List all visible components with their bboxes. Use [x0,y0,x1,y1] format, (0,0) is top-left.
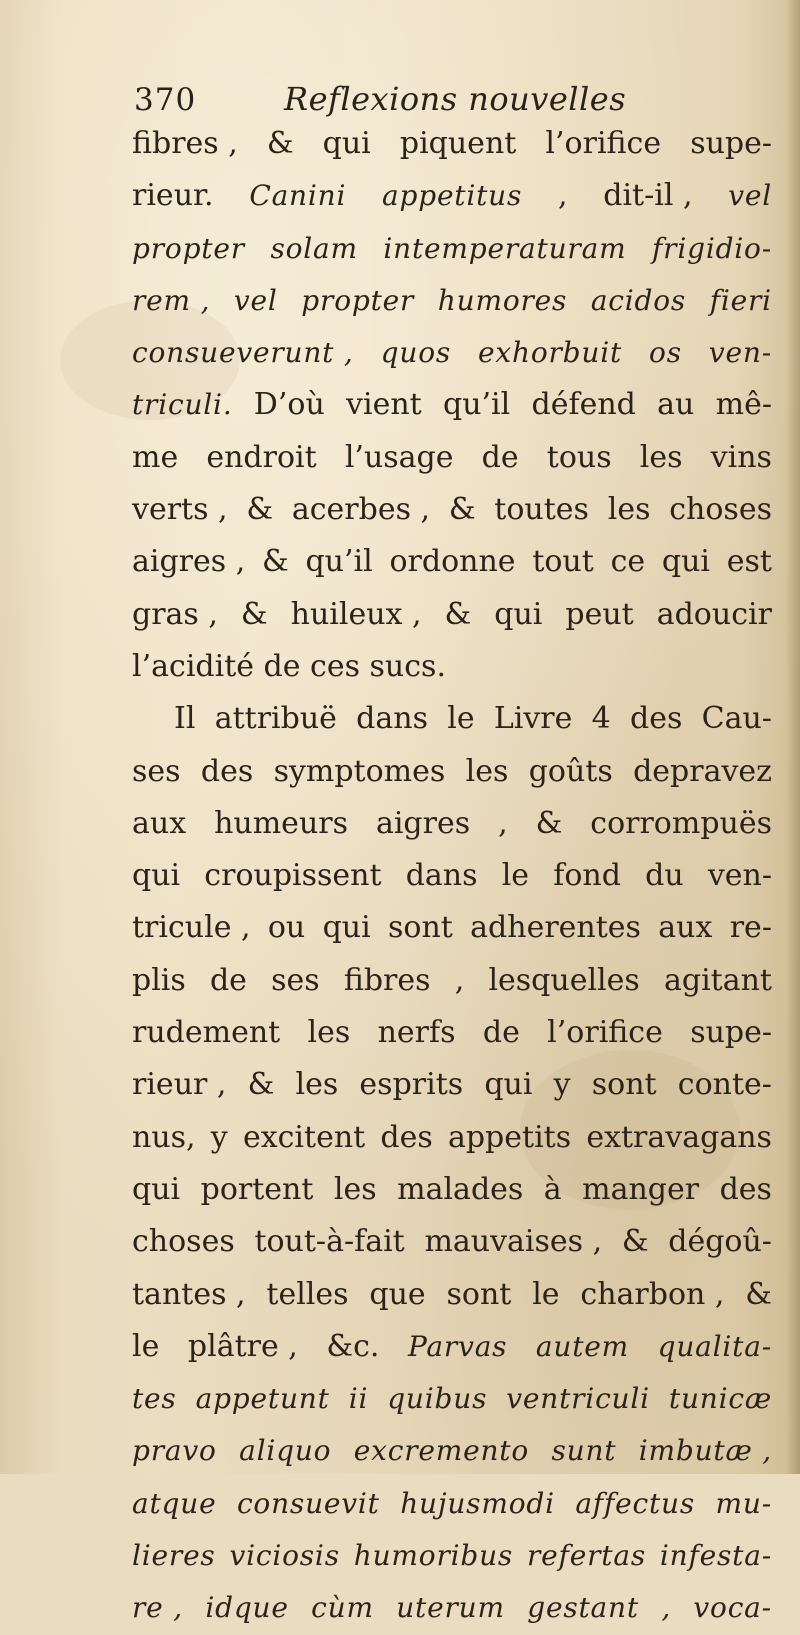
text-word: du [645,858,684,894]
text-word: esprits [359,1067,464,1103]
text-word: de [482,1015,520,1051]
text-word: qui [132,858,181,894]
text-word: & [745,1276,772,1312]
text-word: ven- [708,336,772,370]
text-word: nus, [132,1119,196,1155]
text-line [132,1478,772,1530]
text-word: ce [610,544,646,580]
text-word: tout-à-fait [254,1224,405,1260]
text-word: plis [132,962,186,998]
text-word: ven- [707,858,772,894]
text-line [132,955,772,1007]
text-word: est [726,544,772,580]
text-line [132,1216,772,1268]
text-word: pravo [132,1434,217,1468]
text-word: peut [565,596,634,632]
text-word: Canini [249,179,347,213]
text-word: mu- [715,1486,772,1520]
text-word: appetunt [195,1382,330,1416]
text-word: des [719,1171,772,1207]
text-word: ses [271,962,320,998]
text-word: qui [322,910,371,946]
text-word: le [132,1328,160,1364]
text-word: &c. [326,1328,380,1364]
text-word: consueverunt , [132,336,354,370]
text-word: plâtre , [187,1328,298,1364]
text-word: piquent [399,126,517,161]
text-word: hujusmodi [400,1486,555,1520]
text-word: rieur. [132,178,214,214]
text-line [132,275,772,327]
text-word: ou [267,910,306,946]
text-word: tout [532,544,594,580]
text-word: aigres , [132,544,246,580]
text-word: dans [356,701,428,737]
text-word: adherentes [470,910,641,946]
text-word: y [210,1119,228,1155]
text-line [132,1269,772,1321]
text-word: lesquelles [488,962,640,998]
text-word: consuevit [236,1486,380,1520]
body-text [132,118,772,1635]
text-word: tunicæ [668,1382,772,1416]
text-line [132,641,772,693]
text-word: tous [546,439,612,475]
text-word: malades [397,1171,524,1207]
text-word: rem , [132,283,211,317]
text-word: Livre [493,701,573,737]
text-word: frigidio- [652,231,772,265]
text-word: ordonne [389,544,516,580]
text-word: choses [669,492,772,528]
text-word: imbutæ , [638,1434,772,1468]
text-word: , [661,1591,672,1625]
text-word: fibres , [132,126,238,161]
text-word: corrompuës [590,805,772,841]
text-line [132,170,772,222]
text-word: 4 [591,701,611,737]
text-line [132,1425,772,1477]
text-word: supe- [690,1015,772,1051]
text-word: symptomes [273,753,446,789]
text-word: aux [132,805,187,841]
text-word: re , [132,1591,183,1625]
text-word: & [246,492,274,528]
text-line [132,1582,772,1634]
text-line [132,379,772,431]
text-word: tes [132,1382,177,1416]
text-word: excitent [242,1119,366,1155]
text-word: à [543,1171,562,1207]
text-word: acidos [590,283,687,317]
text-word: appetits [447,1119,572,1155]
text-word: de [209,962,247,998]
text-word: vel [233,283,278,317]
text-word: attribuë [214,701,337,737]
text-word: qui [484,1067,533,1103]
text-word: que [369,1276,426,1312]
text-word: quos [380,336,452,370]
text-word: & [448,492,476,528]
text-word: croupissent [204,858,382,894]
text-word: des [200,753,254,789]
text-word: autem [535,1329,630,1363]
text-word: sunt [551,1434,617,1468]
text-word: goûts [528,753,613,789]
text-word: aigres [375,805,471,841]
text-line [132,693,772,745]
text-word: les [607,492,651,528]
text-word: qui [661,544,710,580]
text-word: atque [132,1486,217,1520]
text-word: humores [437,283,568,317]
text-word: de [481,439,519,475]
text-word: me [132,439,179,475]
text-word: manger [582,1171,700,1207]
text-word: sont [591,1067,657,1103]
text-word: mauvaises , [424,1224,603,1260]
text-line [132,798,772,850]
text-word: défend [531,387,636,423]
text-word: les [333,1171,377,1207]
text-word: dégoû- [668,1224,772,1260]
text-line [132,746,772,798]
text-word: supe- [690,126,772,161]
text-word: le [501,858,530,894]
text-word: qualita- [657,1329,772,1363]
text-word: qui [132,1171,181,1207]
text-word: quibus [387,1382,488,1416]
text-word: idque [205,1591,289,1625]
text-line [132,589,772,641]
text-line [132,1164,772,1216]
text-word: solam [270,231,358,265]
text-word: depravez [633,753,772,789]
text-word: D’où [253,387,325,423]
text-word: nerfs [377,1015,456,1051]
text-word: l’usage [344,439,454,475]
text-word: vins [710,439,772,475]
text-word: gestant [527,1591,639,1625]
text-word: charbon , [580,1276,725,1312]
text-word: & [444,596,472,632]
text-word: extravagans [586,1119,772,1155]
text-word: vel [728,179,772,213]
text-line [132,536,772,588]
text-word: & [262,544,289,580]
text-line [132,1112,772,1164]
text-word: aux [658,910,713,946]
text-word: re- [729,910,772,946]
text-line [132,1530,772,1582]
text-line [132,223,772,275]
text-word: humeurs [214,805,348,841]
text-word: fibres [343,962,431,998]
text-word: & [621,1224,649,1260]
text-word: le [532,1276,560,1312]
text-word: les [295,1067,339,1103]
text-word: exhorbuit [478,336,623,370]
text-word: le [447,701,475,737]
text-word: conte- [677,1067,772,1103]
text-word: propter [301,283,415,317]
text-word: rieur , [132,1067,227,1103]
text-word: sont [446,1276,512,1312]
text-word: Il [174,701,196,737]
text-word: ventriculi [506,1382,650,1416]
text-word: vient [346,387,422,423]
text-line [132,1059,772,1111]
text-word: qu’il [443,387,511,423]
text-line [132,850,772,902]
text-word: adoucir [656,596,772,632]
text-word: mê- [715,387,772,423]
text-word: cùm [311,1591,374,1625]
text-word: dit-il , [603,178,693,214]
text-line [132,1321,772,1373]
text-word: l’orifice [547,1015,663,1051]
text-word: rudement [132,1015,281,1051]
text-word: Parvas [408,1329,508,1363]
text-word: verts , [132,492,228,528]
page-edge-shadow [786,0,800,1474]
text-line [132,1373,772,1425]
text-word: refertas [527,1539,646,1573]
text-word: agitant [663,962,772,998]
text-line [132,902,772,954]
text-word: triculi. [132,388,233,422]
text-word: & [535,805,563,841]
text-word: fieri [709,283,772,317]
text-word: qui [322,126,371,161]
text-word: les [639,439,683,475]
text-line [132,432,772,484]
text-word: choses [132,1224,235,1260]
text-word: lieres [132,1539,216,1573]
text-word: les [465,753,509,789]
text-word: & [240,596,268,632]
text-line [132,484,772,536]
text-word: propter [132,231,245,265]
text-word: toutes [494,492,589,528]
text-word: , [454,962,465,998]
text-word: ii [348,1382,369,1416]
text-word: au [657,387,695,423]
text-word: gras , [132,596,218,632]
text-line [132,118,772,170]
text-word: des [630,701,683,737]
text-word: l’acidité de ces sucs. [132,648,446,684]
text-word: endroit [206,439,317,475]
text-word: & [266,126,294,161]
text-word: tantes , [132,1276,246,1312]
text-word: , [557,178,568,214]
page-header [134,76,654,124]
text-word: acerbes , [291,492,431,528]
text-word: & [247,1067,275,1103]
text-line [132,327,772,379]
text-word: voca- [693,1591,772,1625]
text-word: os [649,336,682,370]
text-word: excremento [353,1434,530,1468]
text-word: telles [266,1276,349,1312]
text-word: fond [553,858,621,894]
text-word: dans [405,858,478,894]
text-word: uterum [396,1591,505,1625]
text-word: l’orifice [545,126,662,161]
text-word: des [380,1119,433,1155]
text-word: Cau- [701,701,772,737]
text-word: humoribus [353,1539,514,1573]
text-word: , [498,805,508,841]
text-word: y [553,1067,571,1103]
text-word: ses [132,753,181,789]
text-word: aliquo [239,1434,332,1468]
text-word: qu’il [305,544,373,580]
text-word: affectus [575,1486,696,1520]
text-word: infesta- [659,1539,772,1573]
page-number: 370 [134,82,197,118]
running-title: Reflexions nouvelles [284,80,627,118]
text-word: huileux , [290,596,422,632]
text-word: sont [388,910,453,946]
text-word: qui [494,596,543,632]
text-word: portent [200,1171,314,1207]
text-word: viciosis [229,1539,340,1573]
text-word: les [307,1015,351,1051]
text-word: tricule , [132,910,251,946]
text-word: appetitus [382,179,523,213]
text-word: intemperaturam [383,231,627,265]
text-line [132,1007,772,1059]
